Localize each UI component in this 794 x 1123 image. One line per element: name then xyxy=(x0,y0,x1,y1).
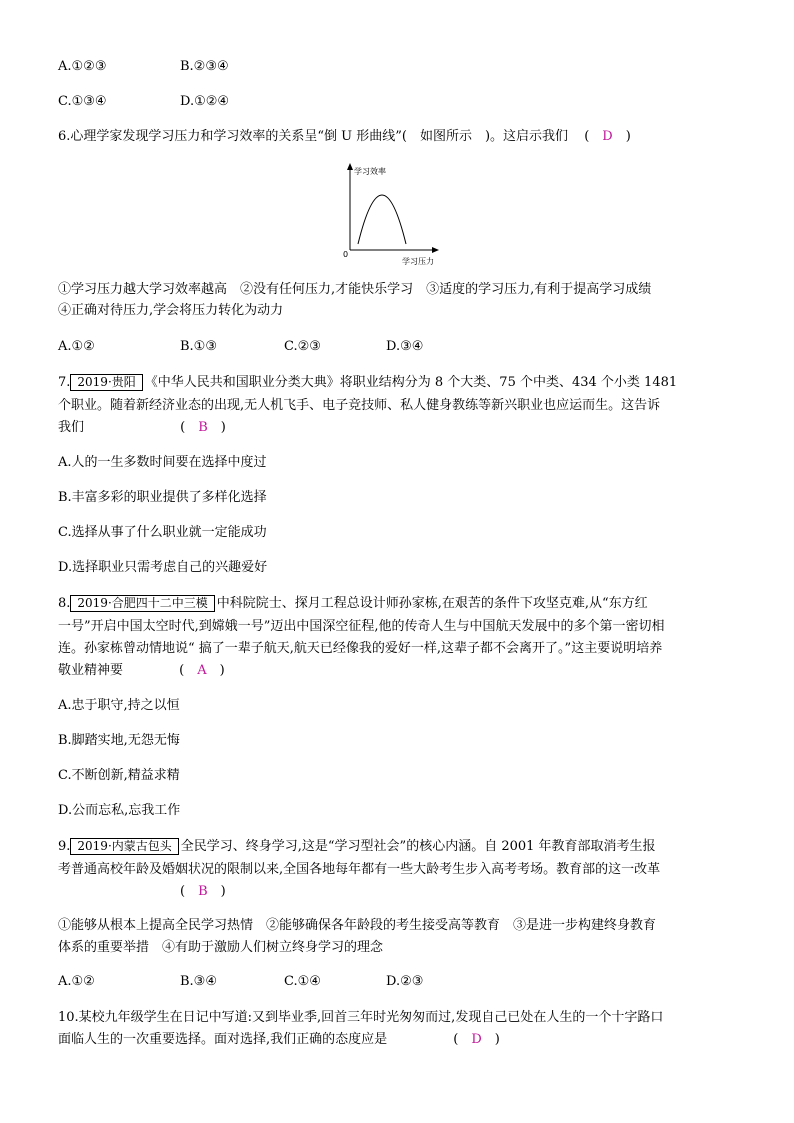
q10-stem-line-1: 10.某校九年级学生在日记中写道:又到毕业季,回首三年时光匆匆而过,发现自己已处在人生的一个十字路口 xyxy=(58,1010,664,1025)
q8-option-a: A.忠于职守,持之以恒 xyxy=(58,698,180,713)
q7-stem-line-3 xyxy=(58,419,226,437)
q7-option-b: B.丰富多彩的职业提供了多样化选择 xyxy=(58,490,267,505)
q5-option-a: A.①②③ xyxy=(58,59,107,74)
q6-option-b: B.①③ xyxy=(180,339,217,354)
q9-answer-bracket: ( B ) xyxy=(180,884,226,899)
q7-stem-line-1 xyxy=(58,374,677,392)
q9-answer-line xyxy=(58,883,226,901)
q9-stem-line-1 xyxy=(58,838,656,856)
q10-answer: D xyxy=(471,1032,482,1047)
q9-source-box: 2019·内蒙古包头 xyxy=(70,838,178,855)
q6-graph-svg xyxy=(340,160,440,268)
q9-option-b: B.③④ xyxy=(180,974,217,989)
q9-option-a: A.①② xyxy=(58,974,95,989)
q8-stem-line-1 xyxy=(58,595,648,613)
q7-option-a: A.人的一生多数时间要在选择中度过 xyxy=(58,455,267,470)
q8-option-d: D.公而忘私,忘我工作 xyxy=(58,803,181,818)
q8-source-box: 2019·合肥四十二中三模 xyxy=(70,595,214,612)
q5-option-c: C.①③④ xyxy=(58,94,107,109)
q8-stem-text-4: 敬业精神要 xyxy=(58,663,124,678)
q6-option-a: A.①② xyxy=(58,339,95,354)
q9-answer: B xyxy=(198,884,208,899)
q6-inverted-u-graph xyxy=(340,160,440,268)
q8-stem-line-3: 连。孙家栋曾动情地说“ 搞了一辈子航天,航天已经像我的爱好一样,这辈子都不会离开了。”这主要说明培养 xyxy=(58,641,663,656)
q9-statements-line-2: 体系的重要举措 ④有助于激励人们树立终身学习的理念 xyxy=(58,940,384,955)
q6-option-c: C.②③ xyxy=(284,339,321,354)
q9-statements-line-1: ①能够从根本上提高全民学习热情 ②能够确保各年龄段的考生接受高等教育 ③是进一步构建终身教育 xyxy=(58,918,657,933)
q8-stem-text-1: 中科院院士、探月工程总设计师孙家栋,在艰苦的条件下攻坚克难,从“东方红 xyxy=(216,596,648,611)
q7-option-c: C.选择从事了什么职业就一定能成功 xyxy=(58,525,267,540)
q7-answer-bracket: ( B ) xyxy=(180,420,226,435)
q10-stem-line-2 xyxy=(58,1031,500,1049)
inverted-u-curve xyxy=(358,195,406,244)
q10-answer-bracket: ( D ) xyxy=(453,1032,500,1047)
q8-option-c: C.不断创新,精益求精 xyxy=(58,768,180,783)
q7-answer: B xyxy=(198,420,208,435)
q9-option-d: D.②③ xyxy=(386,974,424,989)
q10-stem-text-2: 面临人生的一次重要选择。面对选择,我们正确的态度应是 xyxy=(58,1032,388,1047)
q7-stem-line-2: 个职业。随着新经济业态的出现,无人机飞手、电子竞技师、私人健身教练等新兴职业也应运而生。这告诉 xyxy=(58,398,661,413)
q9-stem-line-2: 考普通高校年龄及婚姻状况的限制以来,全国各地每年都有一些大龄考生步入高考考场。教育部的这一改革 xyxy=(58,862,661,877)
q7-option-d: D.选择职业只需考虑自己的兴趣爱好 xyxy=(58,560,268,575)
q5-option-b: B.②③④ xyxy=(180,59,229,74)
q8-answer: A xyxy=(197,663,207,678)
q7-stem-text-3: 我们 xyxy=(58,420,85,435)
q9-option-c: C.①④ xyxy=(284,974,321,989)
q8-option-b: B.脚踏实地,无怨无悔 xyxy=(58,733,180,748)
q8-stem-line-4 xyxy=(58,662,225,680)
q5-option-d: D.①②④ xyxy=(180,94,230,109)
q6-answer: D xyxy=(602,129,613,144)
q7-stem-text-1: 《中华人民共和国职业分类大典》将职业结构分为 8 个大类、75 个中类、434 个小类 1481 xyxy=(144,375,678,390)
x-axis-arrow-icon xyxy=(432,247,439,253)
q6-answer-bracket: ( D ) xyxy=(584,129,631,144)
q8-answer-bracket: ( A ) xyxy=(179,663,225,678)
y-axis-arrow-icon xyxy=(347,163,353,170)
q8-number: 8. xyxy=(58,596,71,611)
x-axis-label: 学习压力 xyxy=(402,257,434,266)
origin-label: 0 xyxy=(343,250,349,259)
y-axis-label: 学习效率 xyxy=(354,167,386,176)
q6-stem-text: 6.心理学家发现学习压力和学习效率的关系呈“倒 U 形曲线”( 如图所示 )。这启示我们 xyxy=(58,129,569,144)
q6-statements-line-2: ④正确对待压力,学会将压力转化为动力 xyxy=(58,303,284,318)
q6-stem xyxy=(58,128,631,146)
q7-source-box: 2019·贵阳 xyxy=(70,374,142,391)
q7-number: 7. xyxy=(58,375,71,390)
q6-statements-line-1: ①学习压力越大学习效率越高 ②没有任何压力,才能快乐学习 ③适度的学习压力,有利于提高学习成绩 xyxy=(58,282,652,297)
q9-number: 9. xyxy=(58,839,71,854)
q9-stem-text-1: 全民学习、终身学习,这是“学习型社会”的核心内涵。自 2001 年教育部取消考生报 xyxy=(180,839,656,854)
q8-stem-line-2: 一号”开启中国太空时代,到嫦娥一号”迈出中国深空征程,他的传奇人生与中国航天发展中的多个第一密切相 xyxy=(58,619,665,634)
q6-option-d: D.③④ xyxy=(386,339,424,354)
